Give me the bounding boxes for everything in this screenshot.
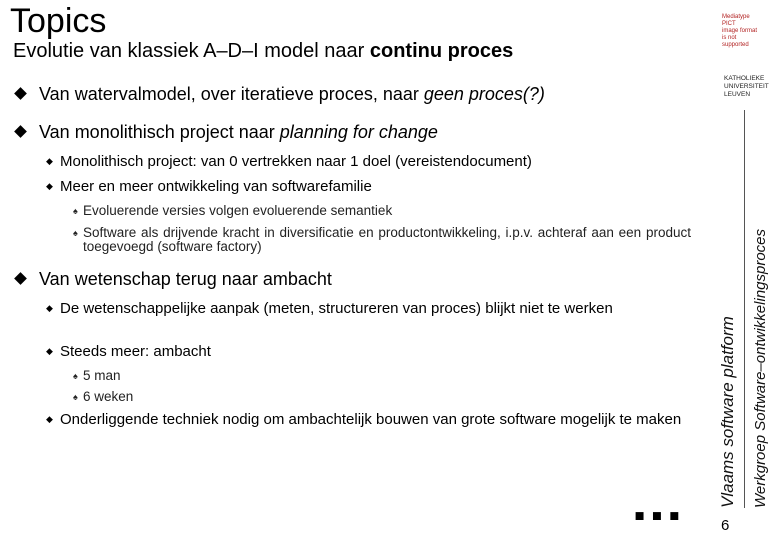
continuation-ellipsis: ▪▪▪ [634,497,687,533]
sidebar-workgroup-label: Werkgroep Software–ontwikkelingsproces [752,228,769,508]
logo-image-line-1: Mediatype PICT [722,14,750,27]
small-diamond-icon: ◆ [46,156,53,166]
bullet-italic: planning for change [279,122,438,142]
university-line-3: LEUVEN [724,91,751,98]
university-line-1: KATHOLIEKE [724,75,765,82]
subtitle-bold: continu proces [369,40,514,62]
sidebar-divider [744,110,745,508]
sub-bullet-scientific-approach: ◆ De wetenschappelijke aanpak (meten, structureren van proces) blijkt niet te werken [46,300,613,317]
logo-image-line-2: image format [722,28,758,34]
small-diamond-icon: ◆ [46,346,53,356]
bullet-italic: geen proces(?) [423,84,545,104]
spade-bullet-icon: ♠ [73,392,78,402]
page-number: 6 [721,517,730,534]
page-title: Topics [10,2,107,40]
small-diamond-icon: ◆ [46,414,53,424]
sidebar-platform-label: Vlaams software platform [718,316,737,508]
bullet-science-to-craft [16,268,332,290]
sub-bullet-monolithic-project: ◆ Monolithisch project: van 0 vertrekken naar 1 doel (vereistendocument) [46,153,532,170]
bullet-text: Van wetenschap terug naar ambacht [39,269,332,289]
sub-sub-bullet-evolving-versions: ♠ Evoluerende versies volgen evoluerende semantiek [73,203,393,218]
sub-bullet-craft: ◆ Steeds meer: ambacht [46,343,211,360]
spade-bullet-icon: ♠ [73,371,78,381]
university-line-2: UNIVERSITEIT [724,83,769,90]
diamond-bullet-icon [14,125,27,138]
spade-bullet-icon: ♠ [73,228,78,238]
sub-bullet-underlying-technique: ◆ Onderliggende techniek nodig om ambachtelijk bouwen van grote software mogelijk te maken [46,411,682,428]
sub-bullet-software-family: ◆ Meer en meer ontwikkeling van softwarefamilie [46,178,372,195]
bullet-text: Van watervalmodel, over iteratieve proces, naar [39,84,424,104]
subtitle-plain: Evolutie van klassiek A–D–I model naar [13,40,370,62]
university-logo-text [724,75,780,99]
sub-sub-bullet-driving-force: ♠ Software als drijvende kracht in diversificatie en productontwikkeling, i.p.v. achteraf aan een product toegevoegd (software factory) [73,225,691,254]
unsupported-image-placeholder [722,14,764,48]
diamond-bullet-icon [14,272,27,285]
diamond-bullet-icon [14,87,27,100]
small-diamond-icon: ◆ [46,303,53,313]
bullet-text: Van monolithisch project naar [39,122,280,142]
bullet-monolithic [16,121,438,143]
spade-bullet-icon: ♠ [73,206,78,216]
logo-image-line-3: is not supported [722,35,749,48]
sub-sub-bullet-six-weeks: ♠ 6 weken [73,389,134,404]
small-diamond-icon: ◆ [46,181,53,191]
sub-sub-bullet-five-people: ♠ 5 man [73,368,121,383]
page-subtitle [13,38,513,64]
bullet-waterfall [16,83,545,105]
